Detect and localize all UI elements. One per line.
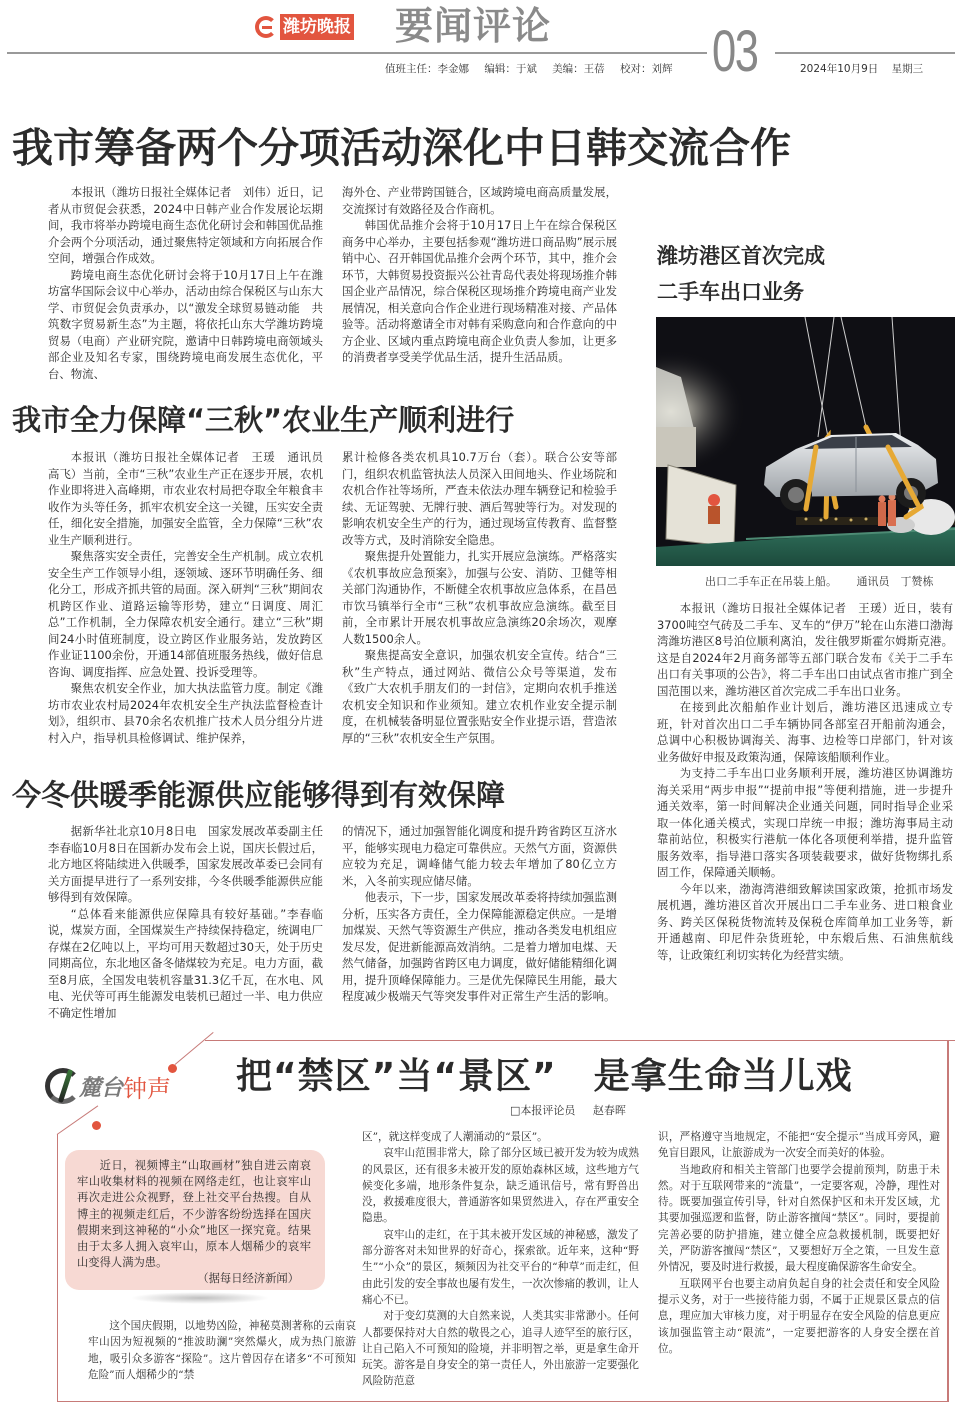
editorial-paragraph: 当地政府和相关主管部门也要学会提前预判，防患于未然。对于互联网带来的“流量”，一定要客观，冷静，理性对待。既要加强宣传引导，针对自然保护区和未开发区域，尤其要加强巡逻和监督，防止游客擅闯“禁区”。同时，要提前完善必要的防护措施，建立健全应急救援机制，既要把好关，严防游客擅闯“禁区”，又要想好万全之策，一旦发生意外情况，要及时进行救援，最大程度确保游客生命安全。 (658, 1163, 940, 1274)
editorial-byline (510, 1102, 626, 1118)
date-text: 2024年10月9日 (800, 63, 879, 75)
decorative-line (175, 1032, 214, 1065)
article2-column-2 (342, 449, 617, 746)
quote-source: （据每日经济新闻） (197, 1272, 299, 1286)
article3-column-2 (342, 823, 617, 1005)
byline-prefix: □本报评论员 (510, 1104, 576, 1117)
editorial-frame-right (947, 1040, 949, 1402)
article1-column-1 (48, 184, 323, 382)
section-title: 要闻评论 (395, 3, 552, 48)
article1-paragraph: 本报讯（潍坊日报社全媒体记者 刘伟）近日，记者从市贸促会获悉，2024中日韩产业合作发展论坛期间，我市将举办跨境电商生态优化研讨会和韩国优品推介会两个分项活动，通过聚焦特定领域和方向拓展合作空间，增强合作成效。 (48, 185, 323, 265)
article4-paragraph: 为支持二手车出口业务顺利开展，潍坊港区协调潍坊海关采用“两步申报”“提前申报”等便利措施，进一步提升通关效率，第一时间解决企业通关问题，同时指导企业采取一体化通关模式，实现口岸统一申报；潍坊海事局主动靠前站位，积极实行港航一体化各项便利举措，提升监管服务效率，指导港口落实各项装载要求，做好货物绑扎系固工作，保障通关顺畅。 (657, 766, 953, 879)
editorial-paragraph: 这个国庆假期，以地势凶险，神秘莫测著称的云南哀牢山因为短视频的“推波助澜”突然爆火，成为热门旅游地，吸引众多游客“探险”。这片曾因存在诸多“不可预知危险”而人烟稀少的“禁 (88, 1320, 356, 1381)
masthead-rule-left (7, 52, 707, 54)
byline-name: 赵春晖 (592, 1104, 626, 1117)
editorial-paragraph: 哀牢山范围非常大，除了部分区域已被开发为较为成熟的风景区，还有很多未被开发的原始森林区域，这些地方气候变化多端，地形条件复杂，缺乏通讯信号，常有野兽出没，救援难度很大，普通游客如果贸然进入，存在严重安全隐患。 (362, 1147, 639, 1225)
column-name-part1: 麓台 (79, 1075, 124, 1101)
article3-headline[interactable]: 今冬供暖季能源供应能够得到有效保障 (12, 778, 506, 812)
article4-headline[interactable] (657, 238, 825, 310)
quote-text: 近日，视频博主“山取画材”独自进云南哀牢山收集材料的视频在网络走红，也让哀牢山再次走进公众视野，登上社交平台热搜。自从博主的视频走红后，不少游客纷纷选择在国庆假期来到这神秘的“小众”地区一探究竟。结果由于太多人拥入哀牢山，原本人烟稀少的哀牢山变得人满为患。 (77, 1159, 311, 1270)
photo-credit: 通讯员 丁赞栋 (856, 575, 934, 588)
article3-paragraph: 他表示，下一步，国家发展改革委将持续加强监测分析，压实各方责任，全力保障能源稳定供应。一是增加煤炭、天然气等资源生产供应，推动各类发电机组应发尽发，促进新能源高效消纳。二是着力增加电煤、天然气储备，加强跨省跨区电力调度，做好储能精细化调用，提升顶峰保障能力。三是优先保障民生用能，最大程度减少极端天气等突发事件对正常生产生活的影响。 (342, 890, 617, 1003)
logo-text: 潍坊晚报 (280, 14, 354, 40)
staff-editor: 编辑：于斌 (484, 63, 537, 75)
editorial-headline[interactable]: 把“禁区”当“景区” 是拿生命当儿戏 (236, 1056, 853, 1097)
article4-headline-line2: 二手车出口业务 (657, 279, 804, 304)
article4-photo[interactable] (656, 317, 955, 566)
article4-paragraph: 今年以来，渤海湾港细致解读国家政策，抢抓市场发展机遇，潍坊港区首次开展出口二手车业务、进口粮食业务、跨关区保税货物流转及保税仓库简单加工业务等，新开通越南、印尼件杂货班轮，中东煅后焦、石油焦航线等，让政策红利切实转化为经营实绩。 (657, 881, 953, 962)
caption-text: 出口二手车正在吊装上船。 (705, 575, 837, 588)
editorial-quote-box (65, 1150, 325, 1290)
editorial-paragraph: 互联网平台也要主动肩负起自身的社会责任和安全风险提示义务，对于一些接待能力弱，不属于正规景区景点的信息，理应加大审核力度，对于明显存在安全风险的信息更应该加强监管主动“限流”，一定要把游客的人身安全摆在首位。 (658, 1277, 940, 1355)
editorial-frame-left (57, 1134, 58, 1402)
weekday-text: 星期三 (891, 63, 924, 75)
article1-column-2 (342, 184, 617, 366)
column-name-part2: 钟声 (123, 1074, 172, 1103)
article4-headline-line1: 潍坊港区首次完成 (657, 243, 825, 268)
editorial-paragraph: 识，严格遵守当地规定，不能把“安全提示”当成耳旁风，避免盲目跟风，让旅游成为一次安全而美好的体验。 (658, 1131, 940, 1160)
staff-duty-editor: 值班主任：李金娜 (385, 63, 469, 75)
decorative-dot (92, 1121, 101, 1130)
article3-paragraph: “总体看来能源供应保障具有较好基础。”李春临说，煤炭方面，全国煤炭生产持续保持稳定，统调电厂存煤在2亿吨以上，平均可用天数超过30天，处于历史同期高位，东北地区备冬储煤较为充足。电力方面，截至8月底，全国发电装机容量31.3亿千瓦，在水电、风电、光伏等可再生能源发电装机已超过一半、电力供应不确定性增加 (48, 906, 323, 1020)
editorial-frame-top (205, 1040, 955, 1041)
issue-date (800, 61, 933, 76)
editorial-column-3 (658, 1129, 940, 1357)
brush-pen-icon (45, 1068, 81, 1104)
car-lifting-photo-illustration (656, 317, 955, 566)
article2-paragraph: 聚焦落实安全责任，完善安全生产机制。成立农机安全生产工作领导小组，逐领域、逐环节明确任务、细化分工，形成齐抓共管的局面。深入研判“三秋”期间农机跨区作业、道路运输等形势，建立“日调度、周汇总”工作机制，全力保障农机安全通行。建立“三秋”期间24小时值班制度，设立跨区作业服务站，发放跨区作业证1100余份，开通14部值班服务热线，做好信息咨询、调度指挥、应急处置、投诉受理等。 (48, 549, 323, 679)
article1-headline[interactable]: 我市筹备两个分项活动深化中日韩交流合作 (12, 124, 791, 172)
article2-headline[interactable]: 我市全力保障“三秋”农业生产顺利进行 (12, 403, 515, 437)
editorial-column-2 (362, 1129, 639, 1390)
staff-art-editor: 美编：王蓓 (552, 63, 605, 75)
staff-proofreader: 校对：刘辉 (620, 63, 673, 75)
editorial-paragraph: 区”，就这样变成了人潮涌动的“景区”。 (362, 1131, 548, 1143)
article4-paragraph: 本报讯（潍坊日报社全媒体记者 王瑗）近日，装有3700吨空气砖及二手车、叉车的“伊万”轮在山东港口渤海湾潍坊港区8号泊位顺利离泊，发往俄罗斯霍尔姆斯克港。这是自2024年2月商务部等五部门联合发布《关于二手车出口有关事项的公告》，将二手车出口由试点省市推广到全国范围以来，潍坊港区首次完成二手车出口业务。 (657, 601, 953, 698)
article4-body (657, 600, 953, 963)
article2-paragraph: 聚焦提升处置能力，扎实开展应急演练。严格落实《农机事故应急预案》，加强与公安、消防、卫健等相关部门沟通协作，不断健全农机事故应急体系，在昌邑市饮马镇举行全市“三秋”农机事故应急演练。截至目前，全市累计开展农机事故应急演练20余场次，观摩人数1500余人。 (342, 549, 617, 646)
article2-paragraph: 累计检修各类农机具10.7万台（套）。联合公安等部门，组织农机监管执法人员深入田间地头、作业场院和农机合作社等场所，严查未依法办理车辆登记和检验手续、无证驾驶、无牌行驶、酒后驾驶等行为。对发现的影响农机安全生产的行为，通过现场宣传教育、监督整改等方式，及时消除安全隐患。 (342, 450, 617, 547)
decorative-line (57, 1105, 99, 1134)
article3-column-1 (48, 823, 323, 1021)
quote-box-shadow (130, 1292, 270, 1304)
masthead-rule-right (775, 52, 955, 54)
logo-icon (255, 16, 277, 38)
article1-paragraph: 海外仓、产业带跨国链合，区域跨境电商高质量发展，交流探讨有效路径及合作商机。 (342, 185, 617, 216)
article3-paragraph: 的情况下，通过加强智能化调度和提升跨省跨区互济水平，能够实现电力稳定可靠供应。天然气方面，资源供应较为充足，调峰储气能力较去年增加了80亿立方米，入冬前实现应储尽储。 (342, 824, 617, 888)
column-logo (45, 1068, 171, 1104)
article1-paragraph: 韩国优品推介会将于10月17日上午在综合保税区商务中心举办，主要包括参观“潍坊进口商品购”展示展销中心、召开韩国优品推介会两个环节，其中，推介会环节，大韩贸易投资振兴公社青岛代表处将现场推介韩国企业产品情况，综合保税区现场推介跨境电商产业发展情况，相关意向合作企业进行现场精准对接、产品体验等。活动将邀请全市对韩有采购意向和合作意向的中方企业、区域内重点跨境电商企业负责人参加，让更多的消费者享受美学优品生活，提升生活品质。 (342, 218, 617, 364)
page-number: 03 (712, 19, 758, 84)
editorial-paragraph: 对于变幻莫测的大自然来说，人类其实非常渺小。任何人都要保持对大自然的敬畏之心，追寻人迹罕至的旅行区，让自己陷入不可预知的险境，并非明智之举，更是拿生命开玩笑。游客是自身安全的第一责任人，外出旅游一定要强化风险防范意 (362, 1310, 639, 1388)
editorial-frame-bottom (58, 1401, 949, 1402)
editorial-paragraph: 哀牢山的走红，在于其未被开发区域的神秘感，激发了部分游客对未知世界的好奇心，探索欲。近年来，这种“野生”“小众”的景区，频频因为社交平台的“种草”而走红，但由此引发的安全事故也屡有发生，一次次惨痛的教训，让人痛心不已。 (362, 1228, 639, 1306)
masthead (0, 0, 955, 90)
article2-paragraph: 聚焦农机安全作业，加大执法监管力度。制定《潍坊市农业农村局2024年农机安全生产执法监督检查计划》，组织市、县70余名农机推广技术人员分组分片进村入户，指导机具检修调试、维护保养， (48, 681, 323, 745)
editorial-column-1 (88, 1318, 356, 1383)
article1-paragraph: 跨境电商生态优化研讨会将于10月17日上午在潍坊富华国际会议中心举办，活动由综合保税区与山东大学、市贸促会负责承办，以“激发全球贸易链动能 共筑数字贸易新生态”为主题，将依托山东大学潍坊跨境贸易（电商）产业研究院，邀请中日韩跨境电商领域头部企业及知名专家，围绕跨境电商发展生态优化，平台、物流、 (48, 267, 323, 381)
article4-paragraph: 在接到此次船舶作业计划后，潍坊港区迅速成立专班，针对首次出口二手车辆协同各部室召开船前沟通会，总调中心积极协调海关、海事、边检等口岸部门，针对该业务做好申报及政策沟通，保障该船顺利作业。 (657, 700, 953, 764)
article2-paragraph: 本报讯（潍坊日报社全媒体记者 王瑗 通讯员 高飞）当前，全市“三秋”农业生产正在逐步开展，农机作业即将进入高峰期，市农业农村局把夺取全年粮食丰收作为头等任务，抓牢农机安全这一关键，压实安全责任，细化安全措施，加强安全监管，全力保障“三秋”农业生产顺利进行。 (48, 450, 335, 547)
staff-credits (385, 61, 685, 76)
photo-caption (705, 573, 934, 589)
newspaper-logo (255, 14, 354, 40)
article2-paragraph: 聚焦提高安全意识，加强农机安全宣传。结合“三秋”生产特点，通过网站、微信公众号等渠道，发布《致广大农机手朋友们的一封信》，定期向农机手推送农机安全知识和作业须知。建立农机作业安全提示制度，在机械装备明显位置张贴安全作业提示语，营造浓厚的“三秋”农机安全生产氛围。 (342, 648, 617, 745)
article3-paragraph: 据新华社北京10月8日电 国家发展改革委副主任李春临10月8日在国新办发布会上说，国庆长假过后，北方地区将陆续进入供暖季，国家发展改革委已会同有关方面提早进行了一系列安排，今冬供暖季能源供应能够得到有效保障。 (48, 824, 323, 904)
article2-column-1 (48, 449, 335, 746)
